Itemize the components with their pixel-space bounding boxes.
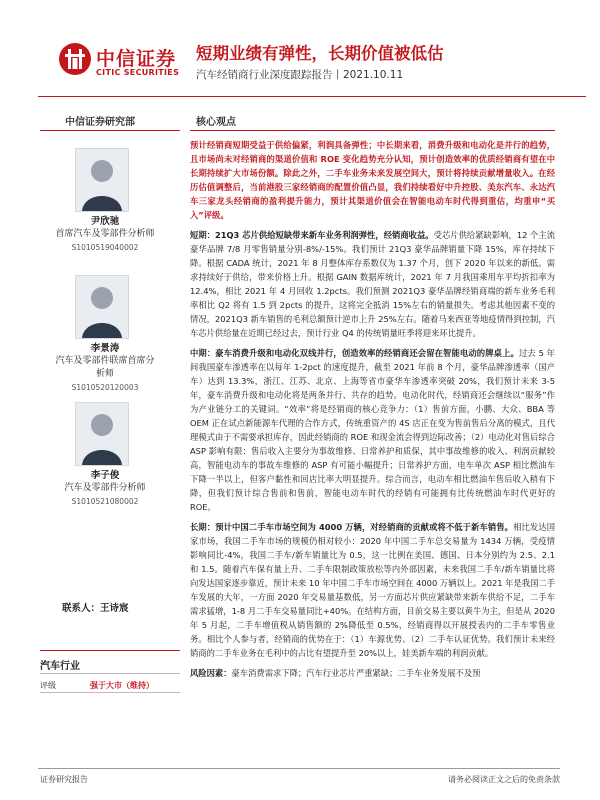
industry-divider: [40, 673, 180, 674]
analyst-2: [55, 342, 155, 394]
analyst-1: [55, 215, 155, 254]
paragraph-short-term-head: 短期：21Q3 芯片供给短缺带来新车业务利润弹性，经销商收益。: [190, 230, 434, 240]
sidebar-divider: [40, 130, 180, 131]
paragraph-mid-term: [190, 346, 555, 514]
analyst-2-code: S1010520120003: [71, 383, 139, 392]
key-summary: 预计经销商短期受益于供给偏紧，利润具备弹性；中长期来看，消费升级和电动化是并行的趋势，且市场尚未对经销商的渠道价值和 ROE 变化趋势充分认知，预计创造效率的优质经销商有望在中长期持续扩大市场份额。除此之外，二手车业务未来发展空间大，预计将持续贡献增量收入。在经历估值调整后，当前港股三家经销商的配置价值凸显，我们持续看好中升控股、美东汽车、永达汽车三家龙头经销商的盈利提升能力，预计其渠道价值会在智能电动车时代得到重估，均重申“买入”评级。: [190, 140, 555, 220]
analyst-3-code: S1010521080002: [71, 497, 139, 506]
paragraph-short-term-body: 受芯片供给紧缺影响，12 个主流豪华品牌 7/8 月零售销量分别-8%/-15%。我们预计 21Q3 豪华品牌销量下降 15%，库存持续下降。根据 CADA 统计，2021 年 8 月整体库存系数仅为 1.37 个月，创下 2020 年以来的新低。需求持续好于供给，带来价格上升。根据 GAIN 数据库统计，2021 年 7 月我国乘用车平均折扣率为 12.4%，相比 2021 年 4 月回收 1.2pcts。我们预测 2021Q3 豪华品牌经销商端的新车业务毛利率相比 Q2 将有 1.5 到 2pcts 的提升，这将完全抵消 15%左右的销量损失。考虑其他因素不变的情况，2021Q3 新车销售的毛利总额预计逆市上升 25%左右。随着马来西亚等地疫情得到控制，汽车芯片供给量在近期已经过去，预计行业 Q4 的传统销量旺季将迎来环比提升。: [190, 230, 555, 338]
analyst-3-role: 汽车及零部件分析师: [64, 483, 146, 493]
footer-disclaimer: 请务必阅读正文之后的免责条款: [448, 775, 560, 784]
paragraph-short-term: [190, 228, 555, 340]
analyst-photo-2: [75, 275, 129, 339]
analyst-2-role: 汽车及零部件联席首席分析师: [55, 356, 155, 379]
industry-divider-top: [40, 650, 180, 651]
report-subtitle: 汽车经销商行业深度跟踪报告丨2021.10.11: [196, 69, 404, 81]
brand-name-cn: 中信证券: [96, 48, 177, 70]
paragraph-risk: [190, 666, 555, 680]
paragraph-risk-head: 风险因素：: [190, 668, 232, 678]
brand-name-en: CITIC SECURITIES: [96, 68, 180, 77]
analyst-1-code: S1010519040002: [71, 243, 139, 252]
section-title: 核心观点: [196, 117, 236, 128]
footer-left: 证券研究报告: [40, 775, 88, 784]
header-divider: [38, 96, 586, 97]
report-body: [190, 138, 555, 680]
analyst-photo-1: [75, 148, 129, 212]
analyst-3-name: 李子俊: [90, 470, 120, 481]
paragraph-long-term-body: 相比发达国家市场，我国二手车市场的规模仍相对较小：2020 年中国二手车总交易量为 1434 万辆，受疫情影响同比-4%，我国二手车/新车销量比为 0.5，这一比例在美国、德国、日本分别约为 2.5、2.1 和 1.5。随着汽车保有量上升、二手车限制政策放松等内外部因素，未来我国二手车/新车销量比将向发达国家逐步靠近，预计未来 10 年中国二手车市场空间在 4000 万辆以上。2021 年是我国二手车发展的大年，一方面 2020 年交易量基数低，另一方面芯片供应紧缺带来新车供给不足，二手车需求猛增，1-8 月二手车交易量同比+40%。在结构方面，目前交易主要以黄牛为主，但是从 2020 年 5 月起，二手车增值税从销售额的 2%降低至 0.5%，经销商得以开展授表内的二手车零售业务。相比个人参与者，经销商的优势在于：（1）车源优势、（2）二手车认证优势。我们预计未来经销商的二手车业务在毛利中的占比有望提升至 20%以上，娃美新车端的利润贡献。: [190, 522, 555, 658]
section-divider: [190, 130, 555, 131]
paragraph-risk-body: 豪车消费需求下降；汽车行业芯片严重紧缺；二手车业务发展不及预: [231, 668, 481, 678]
paragraph-long-term-head: 长期：预计中国二手车市场空间为 4000 万辆，对经销商的贡献或将不低于新车销售。: [190, 522, 514, 532]
rating-divider: [40, 692, 180, 693]
analyst-3: [55, 469, 155, 508]
analyst-1-role: 首席汽车及零部件分析师: [55, 229, 155, 239]
rating-label: 评级: [40, 681, 56, 690]
sidebar-title: 中信证券研究部: [65, 117, 135, 128]
analyst-2-name: 李景涛: [90, 343, 120, 354]
rating-value: 强于大市（维持）: [90, 681, 154, 690]
footer-divider: [38, 768, 560, 769]
industry-name: 汽车行业: [40, 661, 80, 672]
analyst-photo-3: [75, 402, 129, 466]
paragraph-long-term: [190, 520, 555, 660]
paragraph-mid-term-head: 中期：豪车消费升级和电动化双线并行，创造效率的经销商还会留在智能电动的牌桌上。: [190, 348, 519, 358]
analyst-1-name: 尹欣驰: [90, 216, 120, 227]
contact-person: 联系人：王诗宸: [62, 603, 129, 614]
citic-logo-icon: [58, 42, 92, 76]
report-title: 短期业绩有弹性，长期价值被低估: [196, 44, 444, 63]
paragraph-mid-term-body: 过去 5 年间我国豪车渗透率在以每年 1-2pct 的速度提升，截至 2021 年前 8 个月，豪华品牌渗透率（国产车）达到 13.3%，浙江、江苏、北京、上海等省市豪华车渗透率突破 20%，我们预计未来 3-5 年，豪车消费升级和电动化将是两条并行、共存的趋势。电动化时代，经销商还会继续以“服务”作为产业链分工的关键词。“效率”将是经销商的核心竞争力：（1）售前方面，小鹏、大众、BBA 等 OEM 正在试点新能源车代理的合作方式，传统重资产的 4S 店正在变为售前售后分离的模式，且代理模式由于不需要承担库存，因此经销商的 ROE 和现金流会得到边际改善；（2）电动化对售后综合 ASP 影响有限：售后收入主要分为事故维修、日常养护和质保，其中事故维修的收入、利润贡献较高，智能电动车的事故车维修的 ASP 有可能小幅提升；日常养护方面，电车单次 ASP 相比燃油车下降一半以上，但客户黏性和回店比率大明显提升。综合而言，电动车相比燃油车售后收入稍有下降，但我们预计综合售前和售前，智能电动车时代的经销有可能拥有比传统燃油车时代更好的 ROE。: [190, 348, 555, 512]
